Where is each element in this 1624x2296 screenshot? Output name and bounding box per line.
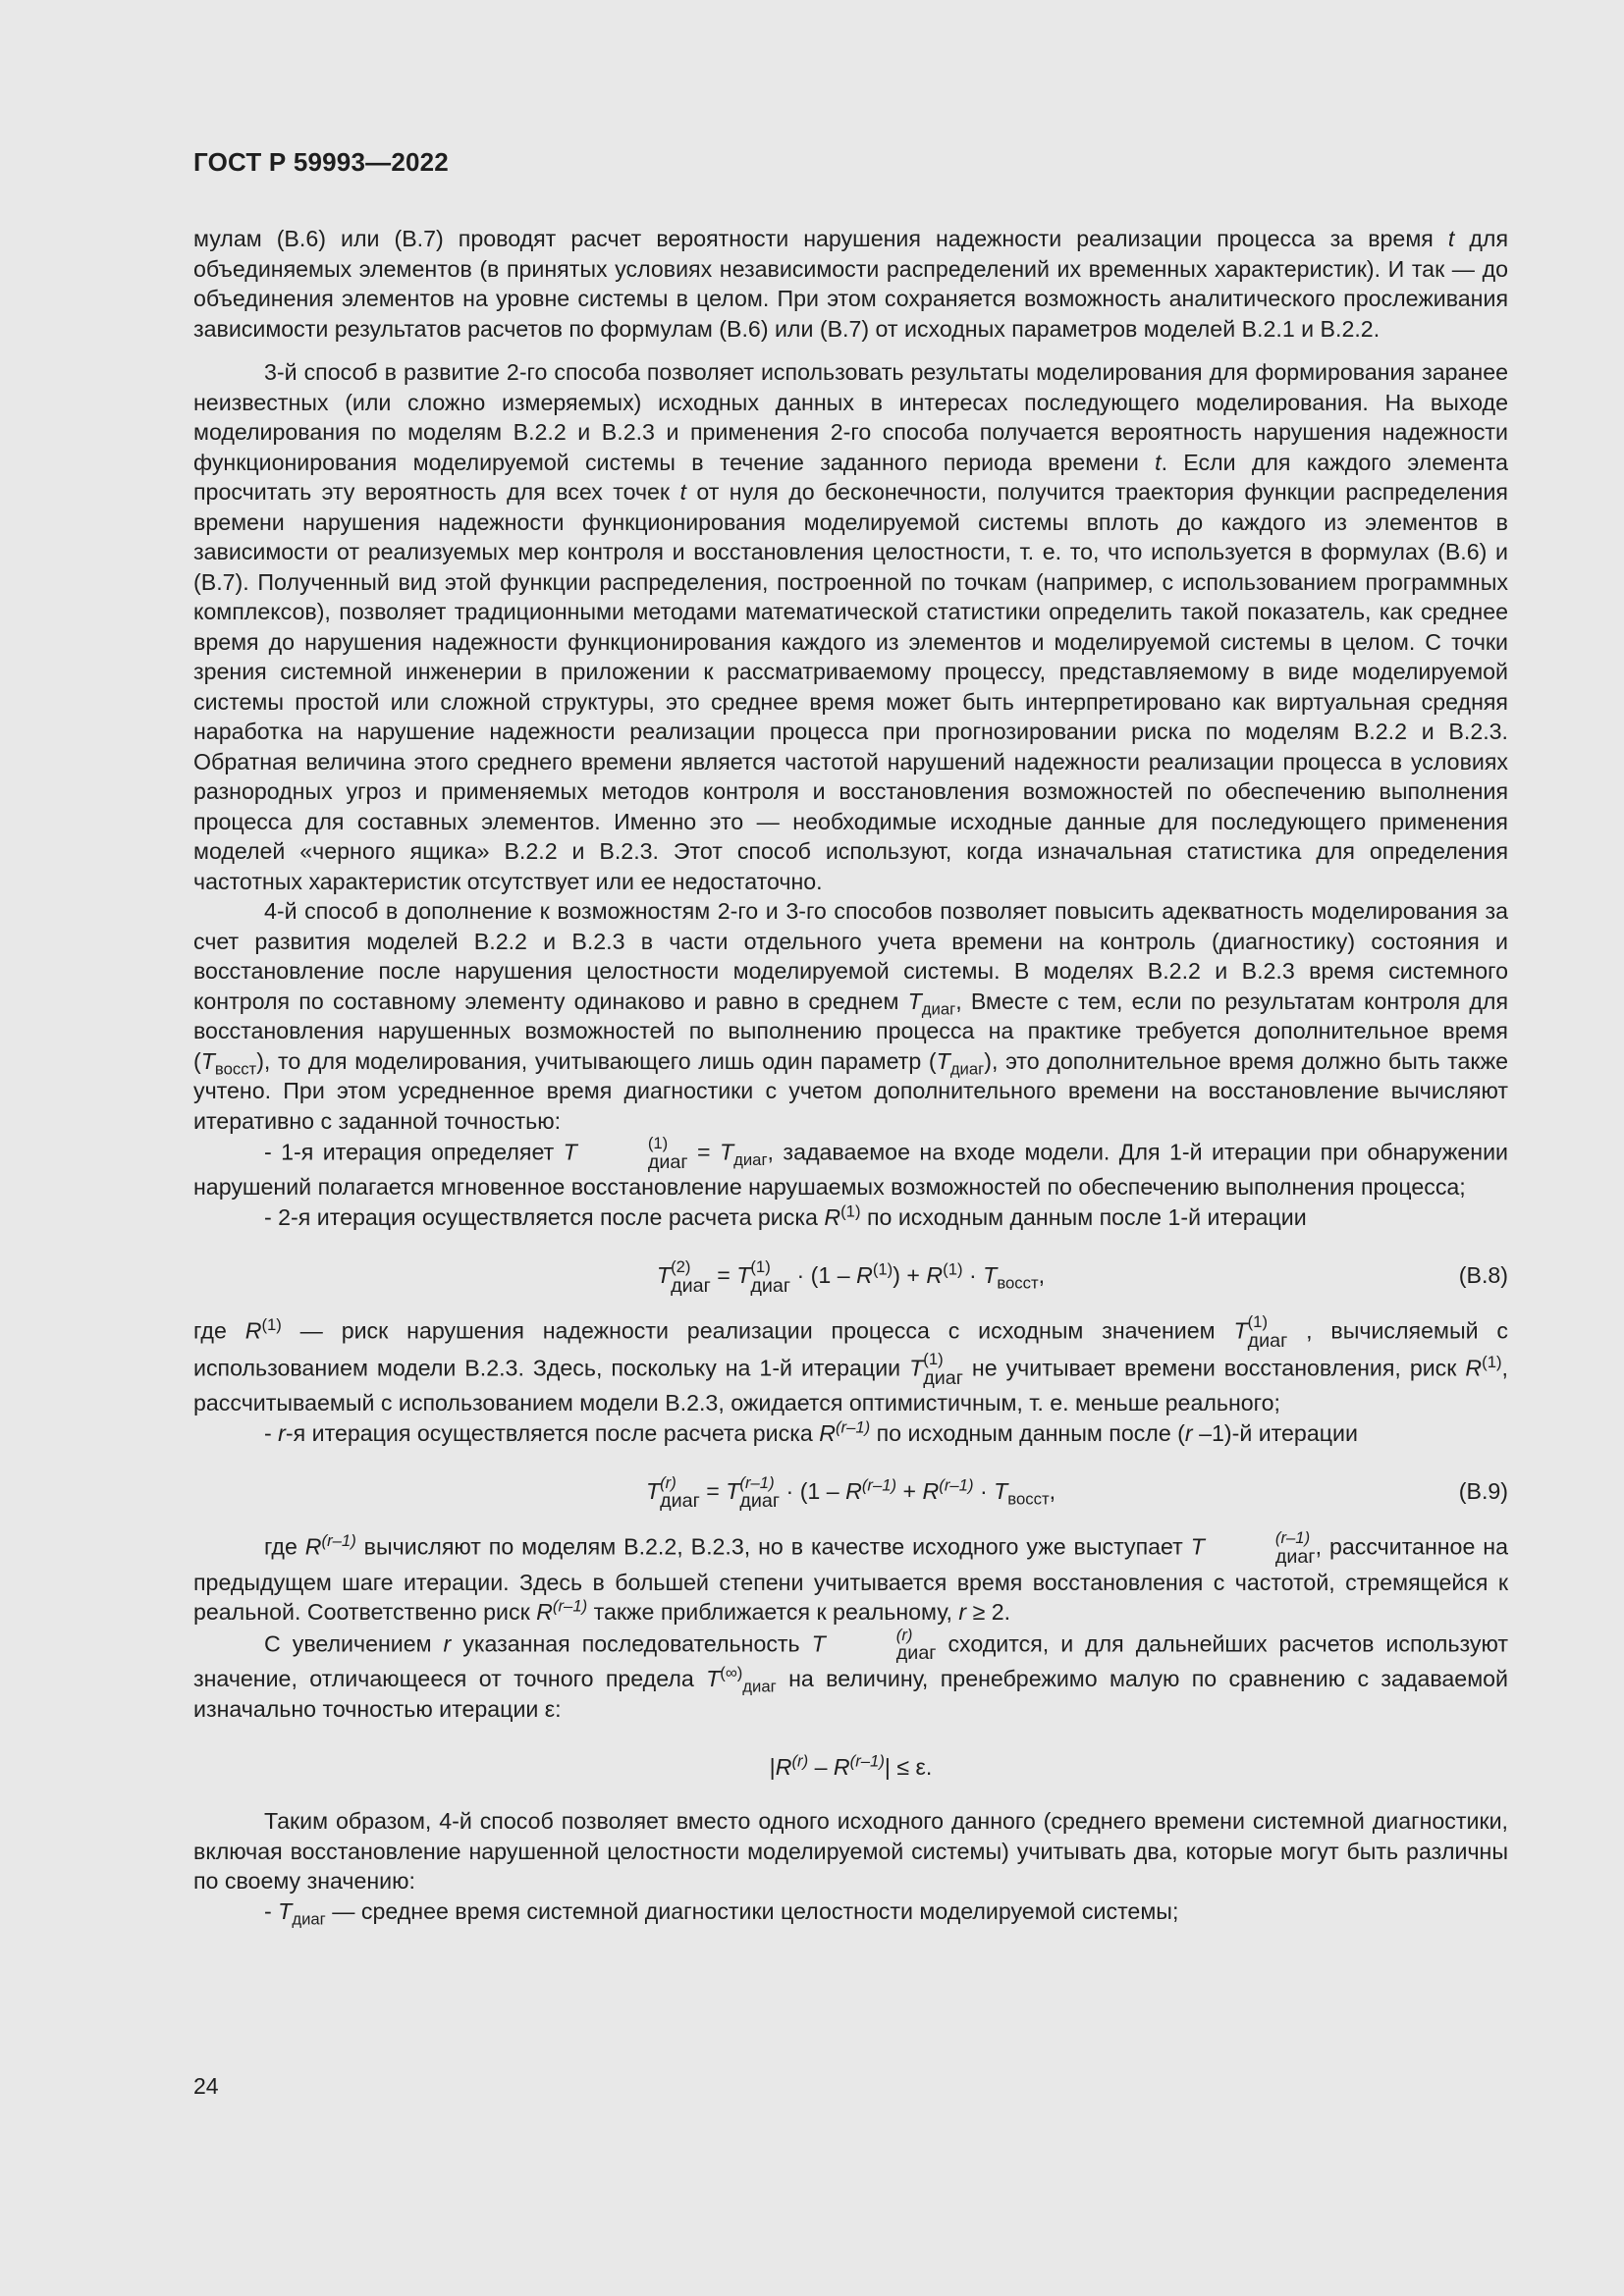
page-number: 24 — [193, 2073, 219, 2099]
formula-b9-number: (В.9) — [1458, 1478, 1508, 1505]
formula-epsilon-expression: $|R^{(r)} - R^{(r-1)}| \le \varepsilon$. — [769, 1751, 933, 1781]
formula-b9-expression: T (r) диаг = T (r–1) диаг · ($1 - R^{(r-1)} + R^{(r-1)} \cdot T_{восст}$, — [645, 1472, 1056, 1513]
paragraph-conclusion: Таким образом, 4-й способ позволяет вместо одного исходного данного (среднего времени системной диагностики, включая восстановление нарушенной целостности моделируемой системы) учитывать два, которые могут быть различны по своему значению: — [193, 1808, 1508, 1895]
paragraph-method-4: 4-й способ в дополнение к возможностям 2-го и 3-го способов позволяет повысить адекватность моделирования за счет развития моделей В.2.2 и В.2.3 в части отдельного учета времени на контроль (диагностику) состояния и восстановление после нарушения целостности моделируемой системы. В моделях В.2.2 и В.2.3 время системного контроля по составному элементу одинаково и равно в среднем $T_{диаг}$, Вместе с тем, если по результатам контроля для восстановления нарушенных возможностей по выполнению процесса на практике требуется дополнительное время $(T_{восст})$, то для моделирования, учитывающего лишь один параметр $(T_{диаг})$, это дополнительное время должно быть также учтено. При этом усредненное время диагностики с учетом дополнительного времени на восстановление вычисляют итеративно с заданной точностью: — [193, 898, 1508, 1134]
page-content — [193, 224, 1509, 1929]
list-item-tdiag: - $T_{диаг}$ — среднее время системной диагностики целостности моделируемой системы; — [264, 1897, 1179, 1929]
list-item-iteration-1: - 1-я итерация определяет T (1) диаг = $T_{диаг}$, задаваемое на входе модели. Для 1-й итерации при обнаружении нарушений полагается мгновенное восстановление нарушаемых возможностей по обеспечению выполнения процесса; — [193, 1134, 1508, 1201]
formula-b8-number: (В.8) — [1458, 1262, 1508, 1289]
paragraph-where-rr1: где $R^{(r-1)}$ вычисляют по моделям В.2.2, В.2.3, но в качестве исходного уже выступает T (r–1) диаг , рассчитанное на предыдущем шаге итерации. Здесь в большей степени учитывается время восстановления с частотой, стремящейся к реальной. Соответственно риск $R^{(r-1)}$ также приближается к реальному, r ≥ 2. — [193, 1528, 1508, 1626]
formula-epsilon — [193, 1743, 1508, 1790]
formula-b8-expression: T (2) диаг = T (1) диаг · $(1 - R^{(1)}) + R^{(1)} \cdot T_{восст}$, — [656, 1256, 1046, 1297]
standard-header: ГОСТ Р 59993—2022 — [193, 147, 449, 177]
list-item-iteration-r: - r-я итерация осуществляется после расчета риска $R^{(r-1)}$ по исходным данным после (r –1)-й итерации — [264, 1417, 1358, 1446]
formula-b8 — [193, 1252, 1508, 1299]
paragraph-where-r1: где $R^{(1)}$ — риск нарушения надежности реализации процесса с исходным значением T (1) диаг , вычисляемый с использованием модели В.2.3. Здесь, поскольку на 1-й итерации T (1) диаг не учитывает времени восстановления, риск $R^{(1)}$, рассчитываемый с использованием модели В.2.3, ожидается оптимистичным, т. е. меньше реального; — [193, 1312, 1509, 1416]
paragraph-method-3: 3-й способ в развитие 2-го способа позволяет использовать результаты моделирования для формирования заранее неизвестных (или сложно измеряемых) исходных данных в интересах последующего моделирования. На выходе моделирования по моделям В.2.2 и В.2.3 и применения 2-го способа получается вероятность нарушения надежности функционирования моделируемой системы в течение заданного периода времени t. Если для каждого элемента просчитать эту вероятность для всех точек t от нуля до бесконечности, получится траектория функции распределения времени нарушения надежности функционирования моделируемой системы вплоть до каждого из элементов в зависимости от реализуемых мер контроля и восстановления целостности, т. е. то, что используется в формулах (В.6) и (В.7). Полученный вид этой функции распределения, построенной по точкам (например, с использованием программных комплексов), позволяет традиционными методами математической статистики определить такой показатель, как среднее время до нарушения надежности функционирования каждого из элементов и моделируемой системы в целом. С точки зрения системной инженерии в приложении к рассматриваемому процессу, представляемому в виде моделируемой системы простой или сложной структуры, это среднее время может быть интерпретировано как виртуальная средняя наработка на нарушение надежности реализации процесса при прогнозировании риска по моделям В.2.2 и В.2.3. Обратная величина этого среднего времени является частотой нарушений надежности реализации процесса в условиях разнородных угроз и применяемых методов контроля и восстановления возможностей по обеспечению выполнения процесса для составных элементов. Именно это — необходимые исходные данные для последующего применения моделей «черного ящика» В.2.2 и В.2.3. Этот способ используют, когда изначальная статистика для определения частотных характеристик отсутствует или ее недостаточно. — [193, 359, 1508, 894]
list-item-iteration-2: - 2-я итерация осуществляется после расчета риска $R^{(1)}$ по исходным данным после 1-й итерации — [264, 1201, 1307, 1230]
paragraph-convergence: С увеличением r указанная последовательность T (r) диаг сходится, и для дальнейших расчетов используют значение, отличающееся от точного предела $T^{(\infty)}_{диаг}$ на величину, пренебрежимо малую по сравнению с задаваемой изначально точностью итерации ε: — [193, 1625, 1508, 1722]
formula-b9 — [193, 1468, 1508, 1515]
paragraph-continuation: мулам (В.6) или (В.7) проводят расчет вероятности нарушения надежности реализации процесса за время t для объединяемых элементов (в принятых условиях независимости распределений их временных характеристик). И так — до объединения элементов на уровне системы в целом. При этом сохраняется возможность аналитического прослеживания зависимости результатов расчетов по формулам (В.6) или (В.7) от исходных параметров моделей В.2.1 и В.2.2. — [193, 226, 1508, 342]
